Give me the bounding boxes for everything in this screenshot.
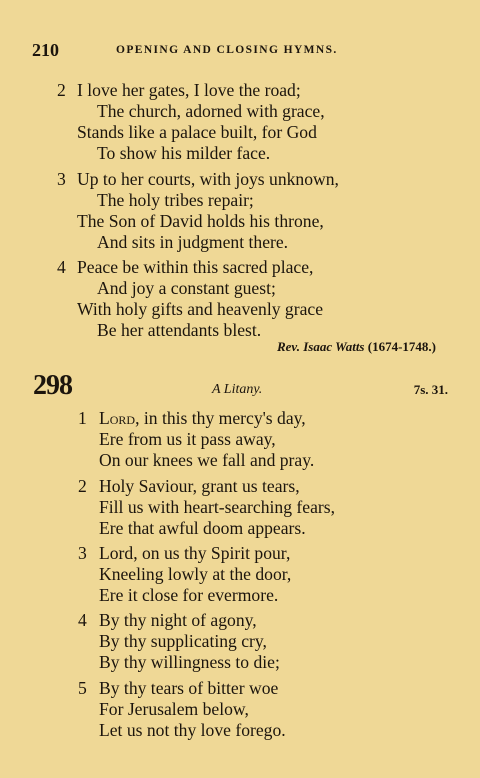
author: Rev. Isaac Watts <box>276 339 365 354</box>
verse-number: 4 <box>57 257 66 277</box>
hymn-title: A Litany. <box>212 382 263 397</box>
verse-number: 5 <box>78 678 87 698</box>
page-header <box>32 40 428 62</box>
verse-number: 2 <box>57 80 66 100</box>
verse-line: Holy Saviour, grant us tears, <box>99 476 300 496</box>
verse-number: 3 <box>78 543 87 563</box>
verse-line <box>99 408 306 428</box>
verse-line: And sits in judgment there. <box>97 232 289 252</box>
verse-line: Peace be within this sacred place, <box>77 257 314 277</box>
verse-line: The church, adorned with grace, <box>97 101 325 121</box>
verse-line: For Jerusalem below, <box>99 699 249 719</box>
verse-number: 3 <box>57 169 66 189</box>
attribution <box>277 339 436 355</box>
verse-line: Ere from us it pass away, <box>99 429 276 449</box>
verse-line: I love her gates, I love the road; <box>77 80 301 100</box>
verse-line: By thy tears of bitter woe <box>99 678 279 698</box>
verse-line: By thy night of agony, <box>99 610 257 630</box>
verse-line: Kneeling lowly at the door, <box>99 564 292 584</box>
verse-line: With holy gifts and heavenly grace <box>77 299 324 319</box>
verse-line: By thy supplicating cry, <box>99 631 267 651</box>
verse-number: 2 <box>78 476 87 496</box>
hymn-meter: 7s. 31. <box>413 382 448 397</box>
verse-line: Ere that awful doom appears. <box>99 518 306 538</box>
page-number: 210 <box>32 40 59 60</box>
verse-line: The Son of David holds his throne, <box>77 211 324 231</box>
verse-line: By thy willingness to die; <box>99 652 280 672</box>
running-head: OPENING AND CLOSING HYMNS. <box>116 44 338 56</box>
author-dates: (1674-1748.) <box>367 339 436 354</box>
verse-number: 1 <box>78 408 87 428</box>
first-word: Lord <box>99 408 136 428</box>
verse-line: Be her attendants blest. <box>97 320 262 340</box>
verse-line: On our knees we fall and pray. <box>99 450 315 470</box>
verse-line: Fill us with heart-searching fears, <box>99 497 335 517</box>
verse-line: To show his milder face. <box>97 143 271 163</box>
verse-line: The holy tribes repair; <box>97 190 254 210</box>
verse-line: Let us not thy love forego. <box>99 720 286 740</box>
verse-line: Up to her courts, with joys unknown, <box>77 169 339 189</box>
verse-line: And joy a constant guest; <box>97 278 276 298</box>
verse-line: Stands like a palace built, for God <box>77 122 317 142</box>
verse-line-rest: , in this thy mercy's day, <box>135 408 306 428</box>
verse-line: Ere it close for evermore. <box>99 585 279 605</box>
verse-line: Lord, on us thy Spirit pour, <box>99 543 291 563</box>
hymn-number: 298 <box>33 370 72 401</box>
verse-number: 4 <box>78 610 87 630</box>
